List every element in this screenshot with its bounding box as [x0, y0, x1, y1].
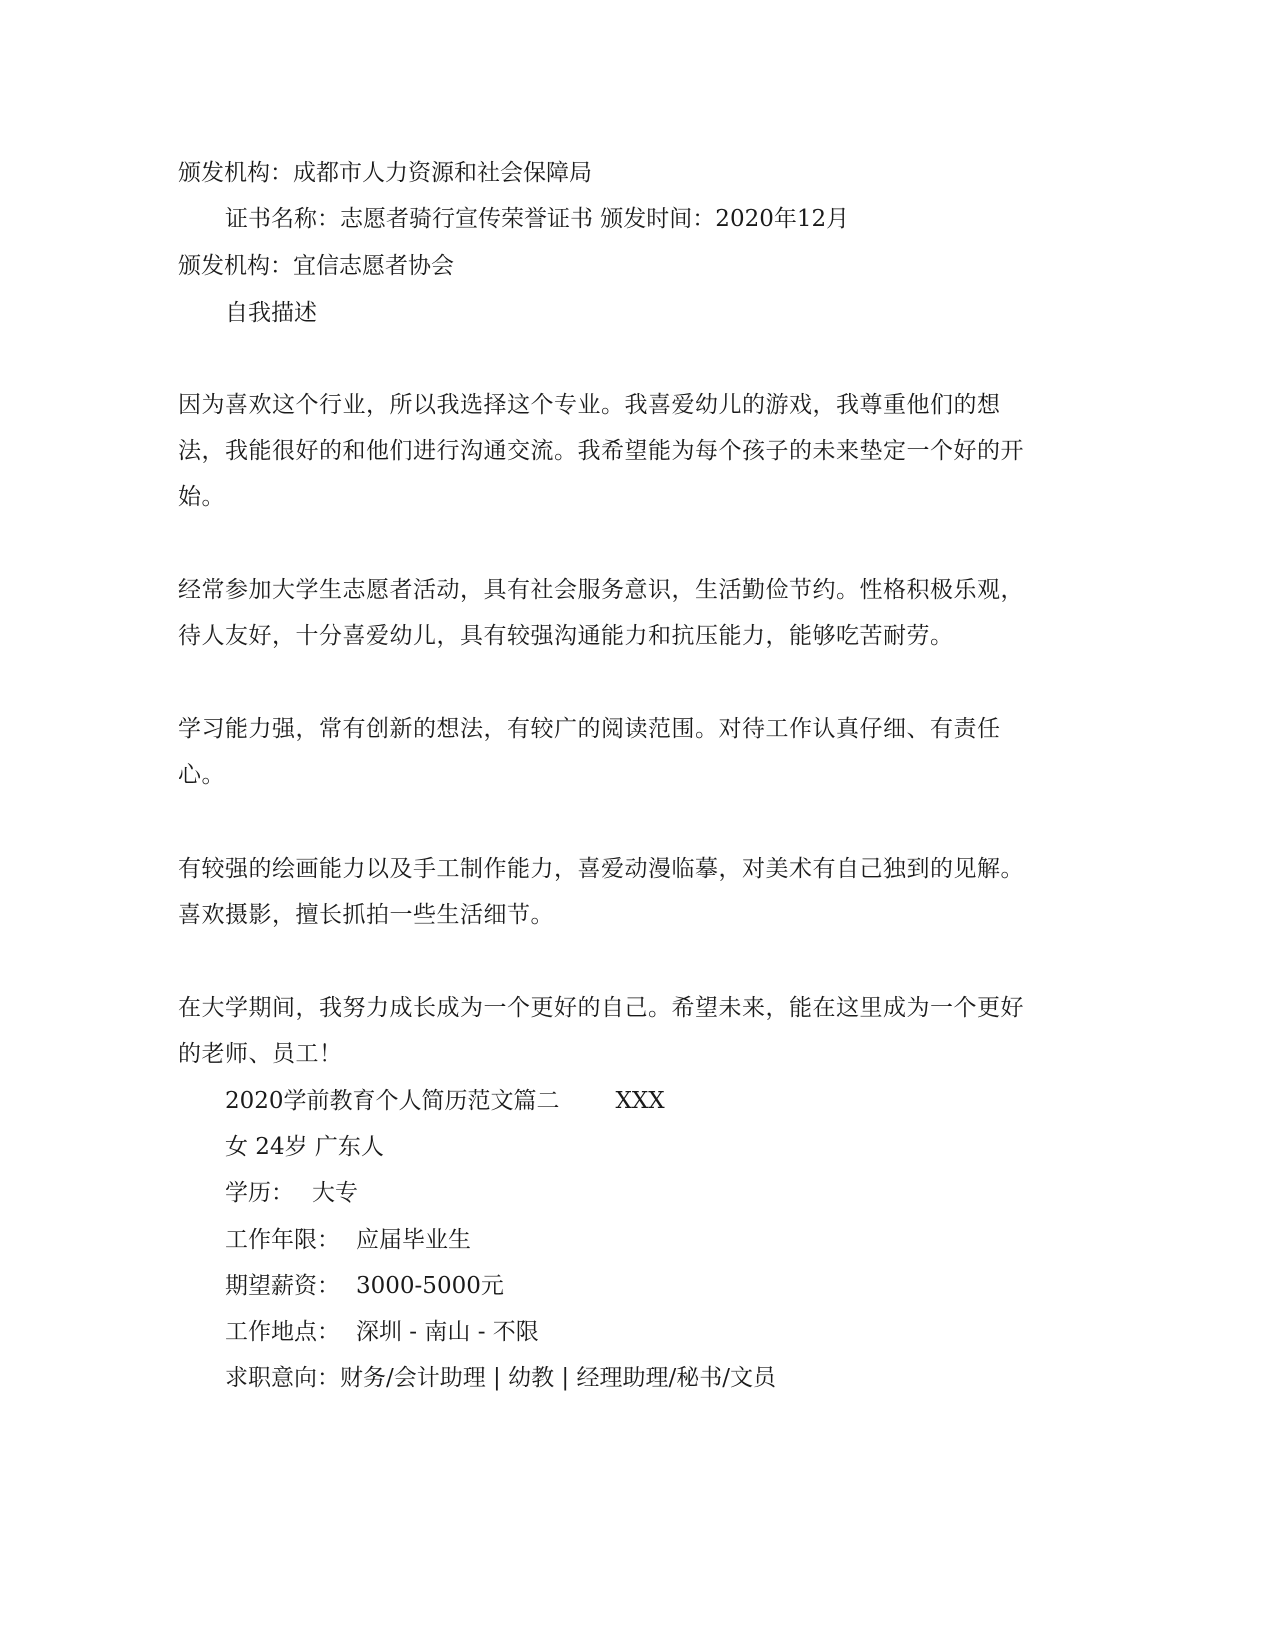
salary-label: 期望薪资：	[225, 1273, 340, 1299]
self-description-paragraph-3: 学习能力强，常有创新的想法，有较广的阅读范围。对待工作认真仔细、有责任心。	[178, 716, 1001, 788]
self-description-paragraph-4: 有较强的绘画能力以及手工制作能力，喜爱动漫临摹，对美术有自己独到的见解。喜欢摄影，擅长抓拍一些生活细节。	[178, 856, 1024, 928]
job-intention-label: 求职意向：	[225, 1365, 340, 1391]
education-row	[225, 1178, 358, 1208]
location-value: 深圳 - 南山 - 不限	[356, 1319, 539, 1345]
job-intention-value: 财务/会计助理 | 幼教 | 经理助理/秘书/文员	[340, 1365, 776, 1391]
certificate-issuer-line: 颁发机构：成都市人力资源和社会保障局	[178, 160, 592, 186]
salary-row	[225, 1271, 504, 1301]
resume-section-title: 2020学前教育个人简历范文篇二	[225, 1088, 560, 1114]
self-description-paragraph-2: 经常参加大学生志愿者活动，具有社会服务意识，生活勤俭节约。性格积极乐观，待人友好，十分喜爱幼儿，具有较强沟通能力和抗压能力，能够吃苦耐劳。	[178, 577, 1024, 649]
education-value: 大专	[312, 1180, 358, 1206]
work-years-value: 应届毕业生	[356, 1227, 471, 1253]
self-description-paragraph-5: 在大学期间，我努力成长成为一个更好的自己。希望未来，能在这里成为一个更好的老师、员工！	[178, 995, 1024, 1067]
work-years-row	[225, 1225, 471, 1255]
certificate-issuer-line-2: 颁发机构：宜信志愿者协会	[178, 253, 454, 279]
job-intention-row	[225, 1363, 776, 1393]
applicant-basic-info: 女 24岁 广东人	[225, 1134, 384, 1160]
certificate-name-time-line: 证书名称：志愿者骑行宣传荣誉证书 颁发时间：2020年12月	[225, 206, 850, 232]
applicant-name: XXX	[615, 1088, 665, 1114]
salary-value: 3000-5000元	[356, 1273, 504, 1299]
education-label: 学历：	[225, 1180, 294, 1206]
resume-section-title-row	[225, 1086, 665, 1116]
work-years-label: 工作年限：	[225, 1227, 340, 1253]
location-row	[225, 1317, 539, 1347]
self-description-heading: 自我描述	[225, 300, 317, 326]
location-label: 工作地点：	[225, 1319, 340, 1345]
self-description-paragraph-1: 因为喜欢这个行业，所以我选择这个专业。我喜爱幼儿的游戏，我尊重他们的想法，我能很好的和他们进行沟通交流。我希望能为每个孩子的未来垫定一个好的开始。	[178, 392, 1024, 510]
